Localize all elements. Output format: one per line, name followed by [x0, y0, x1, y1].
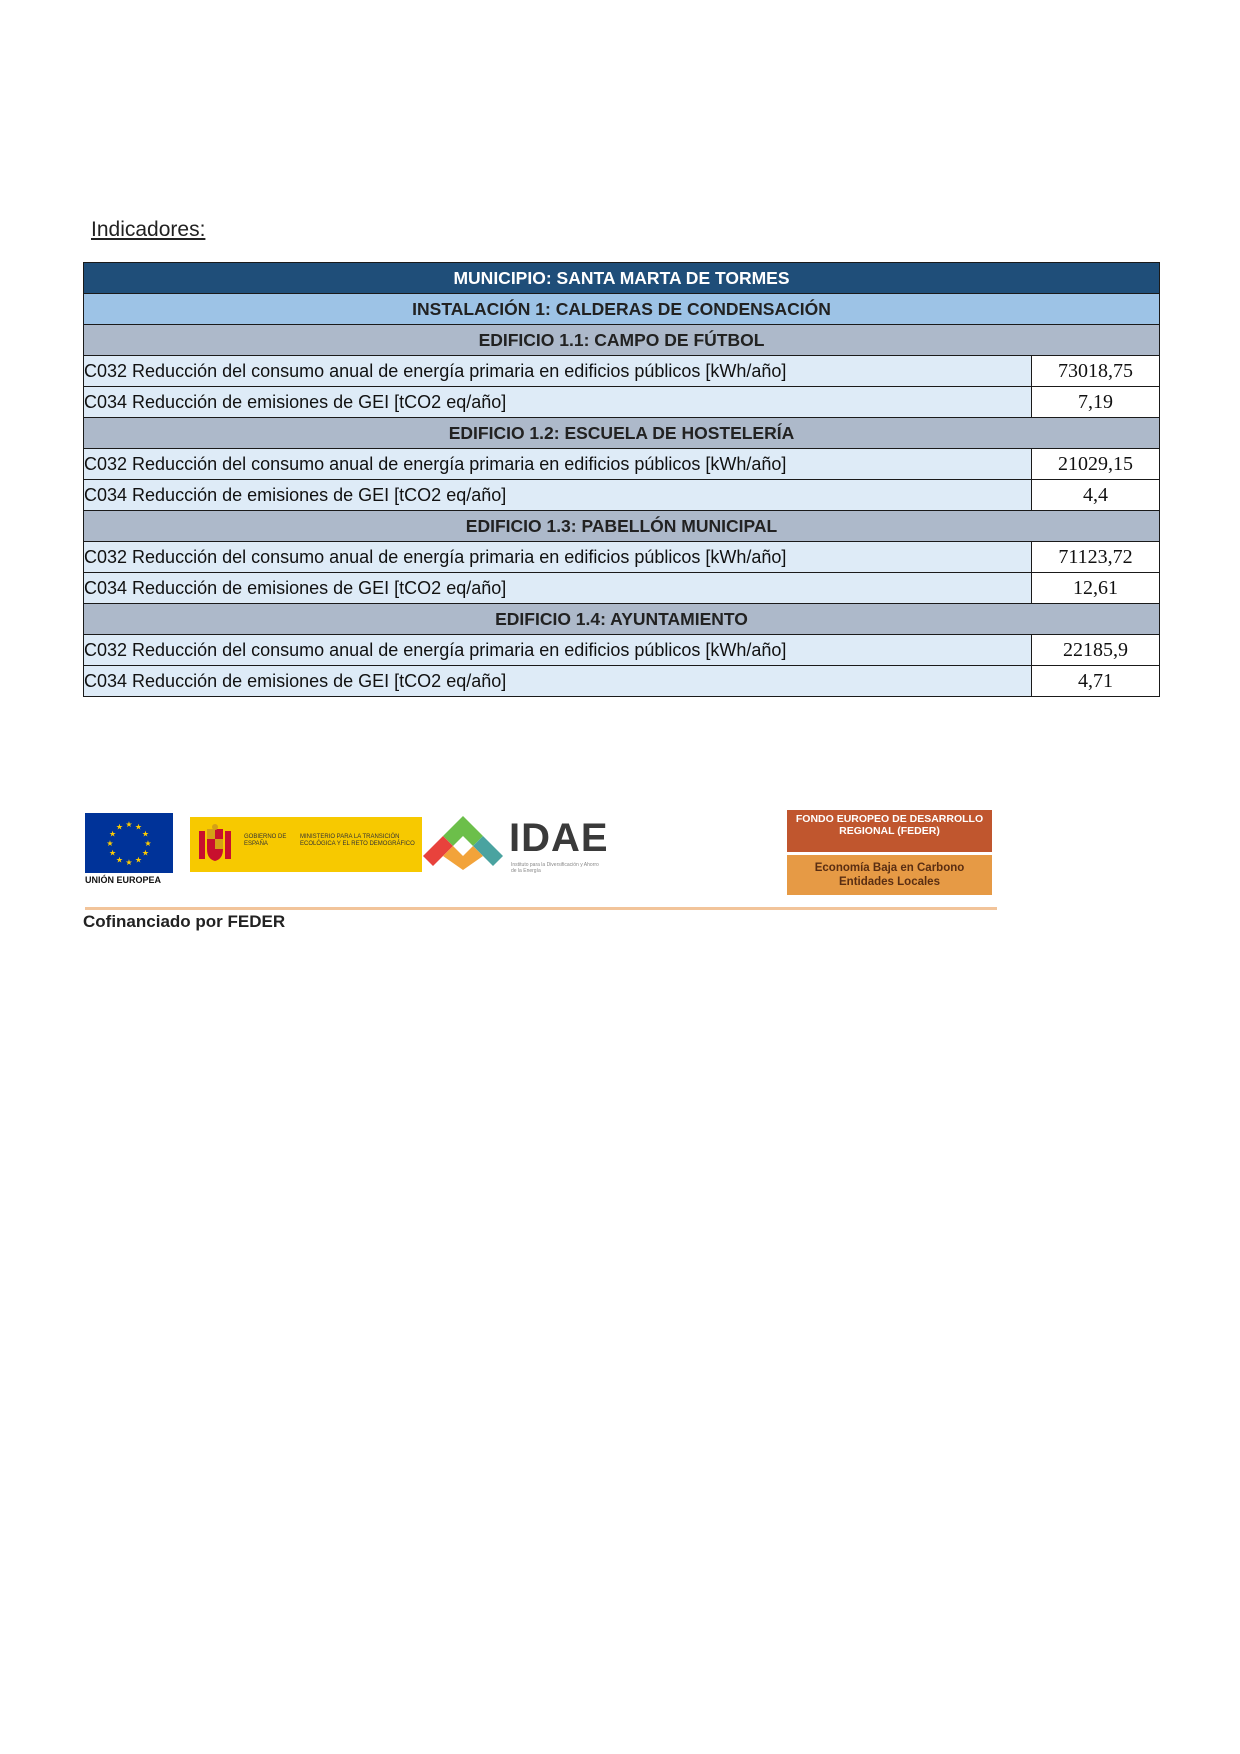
table-row [84, 356, 1160, 387]
indicator-value: 71123,72 [1032, 542, 1160, 573]
indicator-value: 4,4 [1032, 480, 1160, 511]
indicator-label: C034 Reducción de emisiones de GEI [tCO2 eq/año] [84, 666, 1032, 697]
feder-title: FONDO EUROPEO DE DESARROLLO REGIONAL (FEDER) [787, 810, 992, 852]
eu-star-icon: ★ [144, 839, 152, 848]
indicator-label: C032 Reducción del consumo anual de energía primaria en edificios públicos [kWh/año] [84, 542, 1032, 573]
edificio-title: EDIFICIO 1.2: ESCUELA DE HOSTELERÍA [84, 418, 1160, 449]
eu-star-icon: ★ [108, 829, 117, 839]
eu-star-icon: ★ [141, 829, 150, 839]
edificio-header-row [84, 604, 1160, 635]
eu-star-icon: ★ [106, 839, 114, 848]
table-row [84, 635, 1160, 666]
instalacion-header-row [84, 294, 1160, 325]
eu-star-icon: ★ [125, 820, 133, 829]
indicator-label: C034 Reducción de emisiones de GEI [tCO2 eq/año] [84, 480, 1032, 511]
municipio-title: MUNICIPIO: SANTA MARTA DE TORMES [84, 263, 1160, 294]
edificio-header-row [84, 325, 1160, 356]
coat-of-arms-icon [196, 823, 234, 865]
instalacion-title: INSTALACIÓN 1: CALDERAS DE CONDENSACIÓN [84, 294, 1160, 325]
eu-star-icon: ★ [141, 848, 150, 858]
edificio-title: EDIFICIO 1.3: PABELLÓN MUNICIPAL [84, 511, 1160, 542]
table-row [84, 542, 1160, 573]
indicator-label: C034 Reducción de emisiones de GEI [tCO2 eq/año] [84, 573, 1032, 604]
gobierno-label: GOBIERNO DE ESPAÑA [244, 834, 287, 847]
eu-star-icon: ★ [115, 822, 124, 832]
indicator-label: C032 Reducción del consumo anual de energía primaria en edificios públicos [kWh/año] [84, 356, 1032, 387]
eu-star-icon: ★ [115, 855, 124, 865]
indicator-value: 73018,75 [1032, 356, 1160, 387]
indicator-label: C032 Reducción del consumo anual de energía primaria en edificios públicos [kWh/año] [84, 635, 1032, 666]
indicators-table [83, 262, 1160, 697]
eu-logo [85, 813, 175, 886]
eu-label: UNIÓN EUROPEA [85, 875, 162, 885]
cofinanciado-label: Cofinanciado por FEDER [83, 912, 286, 931]
edificio-title: EDIFICIO 1.1: CAMPO DE FÚTBOL [84, 325, 1160, 356]
indicator-value: 7,19 [1032, 387, 1160, 418]
table-row [84, 449, 1160, 480]
idae-wordmark: IDAE [509, 816, 609, 860]
indicator-label: C034 Reducción de emisiones de GEI [tCO2 eq/año] [84, 387, 1032, 418]
feder-subtitle: Economía Baja en Carbono Entidades Locales [787, 852, 992, 895]
edificio-title: EDIFICIO 1.4: AYUNTAMIENTO [84, 604, 1160, 635]
ministerio-label: MINISTERIO PARA LA TRANSICIÓN ECOLÓGICA Y EL RETO DEMOGRÁFICO [300, 834, 415, 847]
feder-logo [787, 810, 992, 897]
table-row [84, 387, 1160, 418]
idae-subtitle: Instituto para la Diversificación y Ahorro de la Energía [511, 862, 599, 874]
eu-star-icon: ★ [108, 848, 117, 858]
edificio-header-row [84, 511, 1160, 542]
table-row [84, 573, 1160, 604]
edificio-header-row [84, 418, 1160, 449]
eu-flag-icon [85, 813, 173, 873]
indicadores-heading: Indicadores: [91, 218, 206, 241]
municipio-header-row [84, 263, 1160, 294]
gobierno-espana-logo [190, 817, 422, 872]
idae-mark-icon [421, 814, 505, 872]
indicator-label: C032 Reducción del consumo anual de energía primaria en edificios públicos [kWh/año] [84, 449, 1032, 480]
eu-star-icon: ★ [125, 858, 133, 867]
indicator-value: 21029,15 [1032, 449, 1160, 480]
indicator-value: 12,61 [1032, 573, 1160, 604]
indicator-value: 22185,9 [1032, 635, 1160, 666]
indicator-value: 4,71 [1032, 666, 1160, 697]
table-row [84, 666, 1160, 697]
table-row [84, 480, 1160, 511]
idae-logo [421, 812, 609, 874]
eu-star-icon: ★ [134, 855, 143, 865]
divider-line [85, 907, 997, 910]
eu-star-icon: ★ [134, 822, 143, 832]
